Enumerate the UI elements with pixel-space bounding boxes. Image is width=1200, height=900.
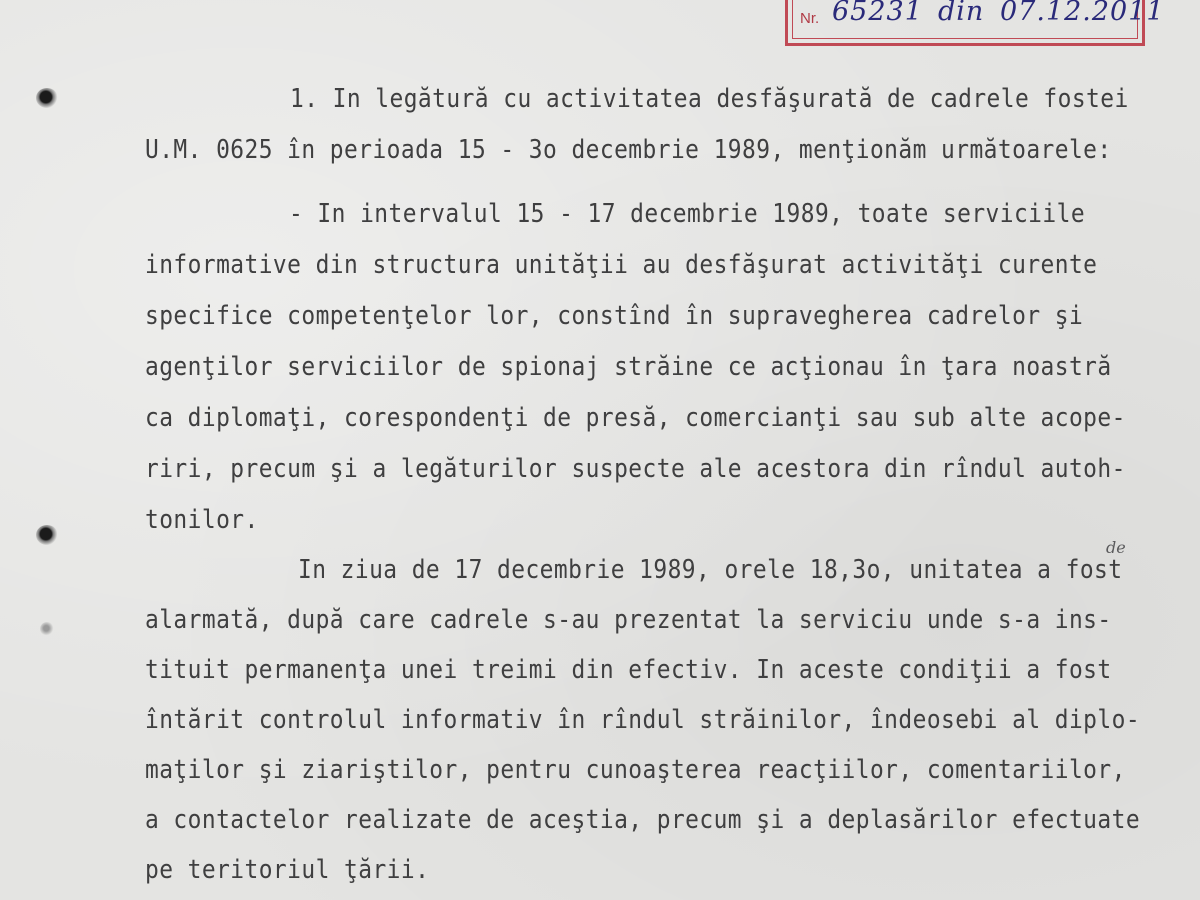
text-line-7: ca diplomaţi, corespondenţi de presă, comercianţi sau sub alte acope- [145,403,1126,433]
text-line-5: specifice competenţelor lor, constînd în supravegherea cadrelor şi [145,301,1084,331]
stamp-number: 65231 [832,0,923,27]
text-line-13: întărit controlul informativ în rîndul străinilor, îndeosebi al diplo- [145,705,1141,735]
text-line-1: 1. In legătură cu activitatea desfăşurată de cadrele fostei [290,84,1129,114]
text-line-2: U.M. 0625 în perioada 15 - 3o decembrie 1989, menţionăm următoarele: [145,135,1112,165]
text-line-10: In ziua de 17 decembrie 1989, orele 18,3o, unitatea a fost [298,555,1123,585]
text-line-12: tituit permanenţa unei treimi din efectiv. In aceste condiţii a fost [145,655,1112,685]
stamp-prefix: Nr. [800,10,820,27]
text-line-3: - In intervalul 15 - 17 decembrie 1989, toate serviciile [289,199,1086,229]
stamp-date: 07.12.2011 [1000,0,1165,27]
text-line-6: agenţilor serviciilor de spionaj străine ce acţionau în ţara noastră [145,352,1112,382]
text-line-15: a contactelor realizate de aceştia, precum şi a deplasărilor efectuate [145,805,1141,835]
text-line-11: alarmată, după care cadrele s-au prezentat la serviciu unde s-a ins- [145,605,1112,635]
text-line-8: riri, precum şi a legăturilor suspecte ale acestora din rîndul autoh- [145,454,1126,484]
text-line-4: informative din structura unităţii au desfăşurat activităţi curente [145,250,1098,280]
registration-stamp [785,0,1165,46]
punch-hole-middle [36,525,58,545]
punch-hole-top [36,88,58,108]
stamp-date-label: din [938,0,985,27]
punch-hole-mark [40,622,54,636]
text-line-9: tonilor. [145,505,259,535]
text-line-16: pe teritoriul ţării. [145,855,430,885]
handwritten-insertion: de [1106,538,1126,557]
text-line-14: maţilor şi ziariştilor, pentru cunoaşterea reacţiilor, comentariilor, [145,755,1126,785]
